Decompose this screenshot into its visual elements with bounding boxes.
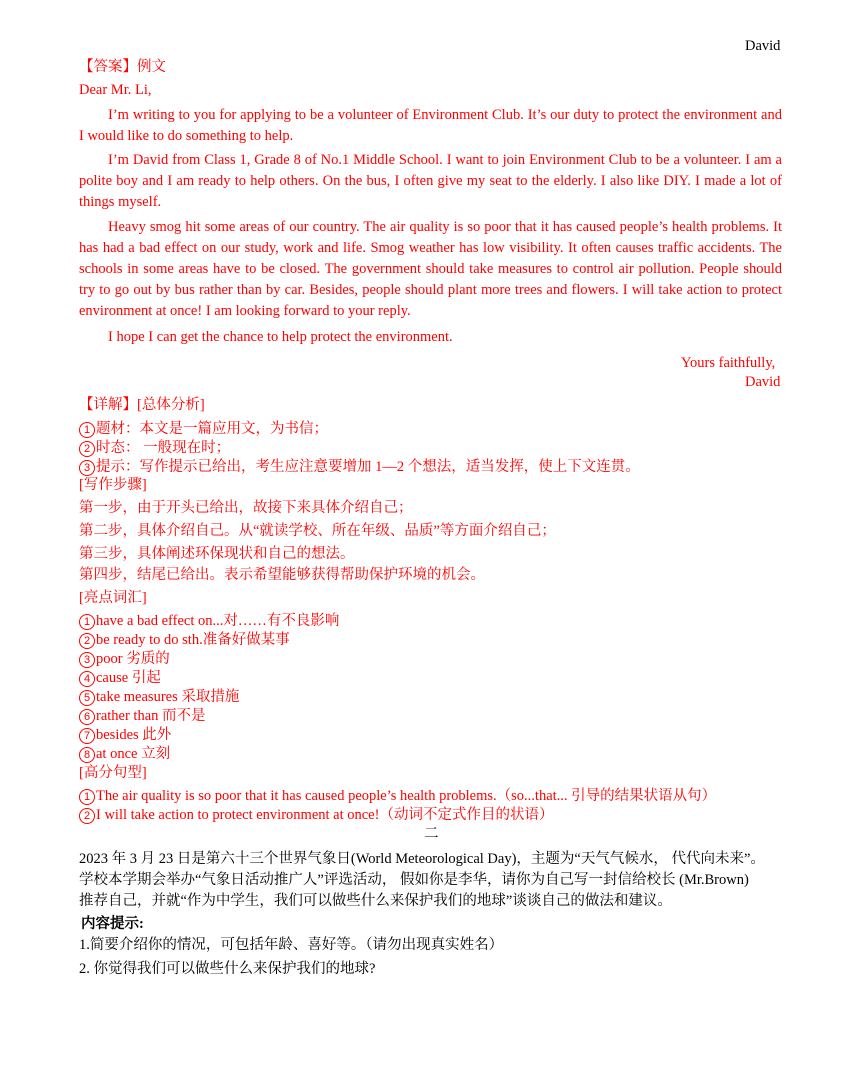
circled-number: 2: [79, 633, 95, 649]
circled-number: 1: [79, 614, 95, 630]
vocab-item: [79, 611, 339, 631]
vocab-item: [79, 649, 170, 669]
answer-heading: 【答案】例文: [79, 59, 166, 75]
circled-number: 3: [79, 652, 95, 668]
vocab-item: [79, 687, 239, 707]
letter-paragraph-3: Heavy smog hit some areas of our country. The air quality is so poor that it has caused people’s health problems. It has had a bad effect on our study, work and life. Smog weather has low visibility. It often causes traffic accidents. The schools in some areas have to be closed. The government should take measures to control air pollution. People should try to go out by bus rather than by car. Besides, people should plant more trees and flowers. I will take action to protect environment at once! I am looking forward to your reply.: [79, 219, 782, 319]
vocab-item: [79, 744, 170, 764]
sentences-heading: [高分句型]: [79, 765, 147, 781]
section-number: 二: [424, 826, 439, 842]
circled-number: 7: [79, 728, 95, 744]
header-name: David: [745, 38, 781, 54]
letter-closing: Yours faithfully,: [681, 355, 776, 371]
letter-greeting: Dear Mr. Li,: [79, 82, 152, 98]
step-line: 第三步，具体阐述环保现状和自己的想法。: [79, 546, 355, 562]
letter-paragraph-1: I’m writing to you for applying to be a volunteer of Environment Club. It’s our duty to protect the environment and I would like to do something to help.: [79, 107, 782, 144]
sentence-item-text: I will take action to protect environment at once!（动词不定式作目的状语）: [96, 807, 554, 823]
prompt-line: 推荐自己，并就“作为中学生，我们可以做些什么来保护我们的地球”谈谈自己的做法和建议。: [79, 893, 672, 909]
vocab-item-text: poor 劣质的: [96, 651, 170, 667]
vocab-item-text: at once 立刻: [96, 746, 171, 762]
circled-number: 2: [79, 808, 95, 824]
vocab-item-text: rather than 而不是: [96, 708, 206, 724]
circled-number: 3: [79, 460, 95, 476]
prompt-line: 2023 年 3 月 23 日是第六十三个世界气象日(World Meteorological Day)，主题为“天气气候水， 代代向未来”。: [79, 851, 765, 867]
overall-item-text: 题材：本文是一篇应用文，为书信；: [96, 421, 328, 437]
vocab-item-text: be ready to do sth.准备好做某事: [96, 632, 290, 648]
prompt-line: 学校本学期会举办“气象日活动推广人”评选活动， 假如你是李华，请你为自己写一封信给校长 (Mr.Brown): [79, 872, 749, 888]
letter-paragraph-4: I hope I can get the chance to help protect the environment.: [108, 329, 453, 345]
circled-number: 2: [79, 441, 95, 457]
analysis-heading-suffix: [总体分析]: [137, 397, 205, 413]
vocab-item-text: take measures 采取措施: [96, 689, 240, 705]
vocab-item: [79, 725, 171, 745]
vocab-item-text: besides 此外: [96, 727, 172, 743]
vocab-heading: [亮点词汇]: [79, 590, 147, 606]
circled-number: 1: [79, 422, 95, 438]
step-line: 第一步，由于开头已给出，故接下来具体介绍自己；: [79, 500, 413, 516]
step-line: 第二步，具体介绍自己。从“就读学校、所在年级、品质”等方面介绍自己；: [79, 523, 556, 539]
circled-number: 8: [79, 747, 95, 763]
overall-item-text: 提示：写作提示已给出，考生应注意要增加 1—2 个想法，适当发挥，使上下文连贯。: [96, 459, 640, 475]
analysis-heading: [79, 395, 205, 415]
overall-item: [79, 419, 328, 439]
vocab-item-text: cause 引起: [96, 670, 161, 686]
overall-item-text: 时态： 一般现在时；: [96, 440, 231, 456]
circled-number: 4: [79, 671, 95, 687]
vocab-item: [79, 706, 206, 726]
hints-heading: 内容提示:: [81, 916, 144, 932]
circled-number: 6: [79, 709, 95, 725]
hint-line: 2. 你觉得我们可以做些什么来保护我们的地球?: [79, 961, 376, 977]
circled-number: 1: [79, 789, 95, 805]
overall-item: [79, 457, 640, 477]
vocab-item: [79, 630, 290, 650]
letter-signature: David: [745, 374, 781, 390]
steps-heading: [写作步骤]: [79, 477, 147, 493]
vocab-item: [79, 668, 161, 688]
overall-item: [79, 438, 230, 458]
letter-paragraph-2: I’m David from Class 1, Grade 8 of No.1 Middle School. I want to join Environment Club to be a volunteer. I am a polite boy and I am ready to help others. On the bus, I often give my seat to the elderly. I also like DIY. I made a lot of things myself.: [79, 152, 782, 210]
step-line: 第四步，结尾已给出。表示希望能够获得帮助保护环境的机会。: [79, 567, 485, 583]
vocab-item-text: have a bad effect on...对……有不良影响: [96, 613, 340, 629]
analysis-heading-prefix: 【详解】: [79, 397, 137, 413]
sentence-item: [79, 805, 553, 825]
circled-number: 5: [79, 690, 95, 706]
hint-line: 1.简要介绍你的情况，可包括年龄、喜好等。（请勿出现真实姓名）: [79, 937, 504, 953]
sentence-item: [79, 786, 716, 806]
sentence-item-text: The air quality is so poor that it has caused people’s health problems.（so...that... 引导的结果状语从句）: [96, 788, 717, 804]
